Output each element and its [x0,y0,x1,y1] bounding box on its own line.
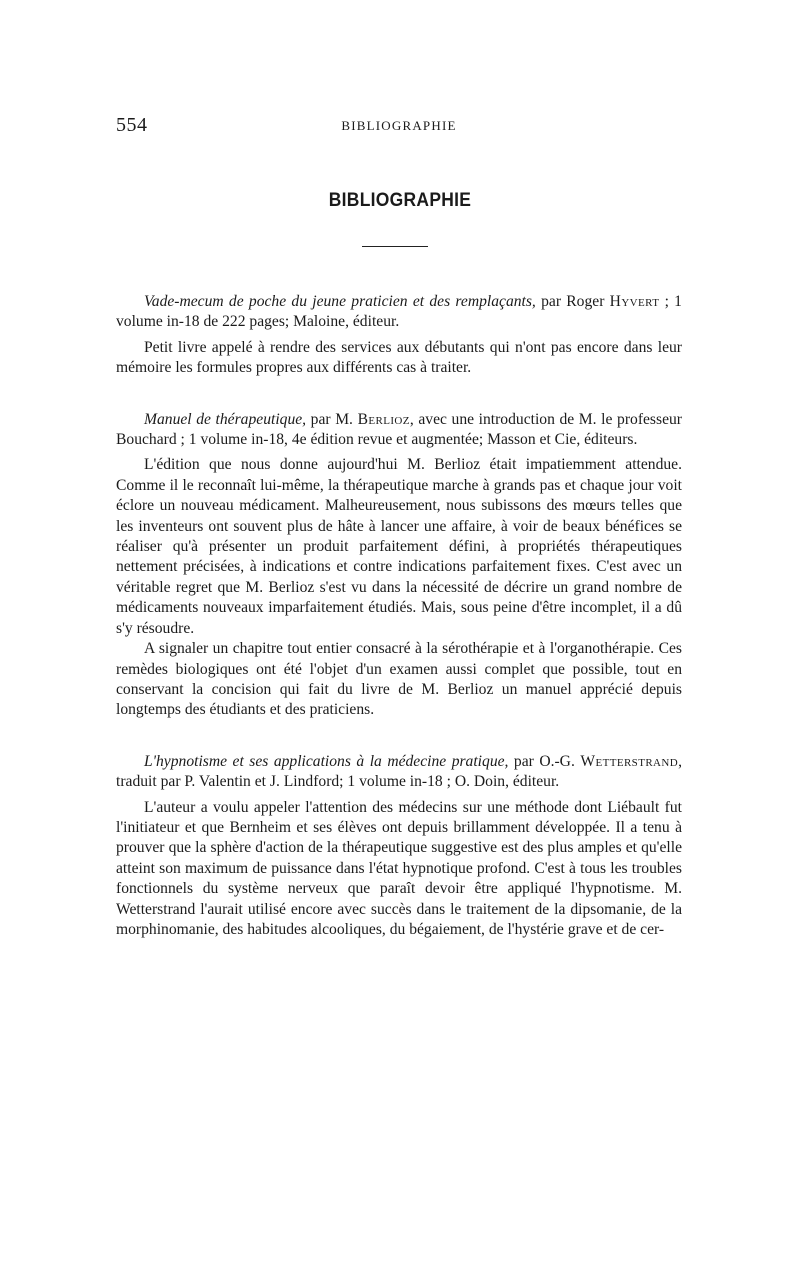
section-title: BIBLIOGRAPHIE [328,190,472,211]
work-title: Manuel de thérapeutique, [144,410,307,428]
bibliography-entry-manuel [116,410,682,721]
citation-prefix: par O.-G. [508,752,581,770]
citation [116,292,682,333]
author-name: Hyvert [609,293,660,310]
running-head [116,114,682,138]
review-paragraph: L'auteur a voulu appeler l'attention des médecins sur une méthode dont Liébault fut l'initiateur et que Bernheim et ses élèves ont depuis brillamment développée. Il a tenu à prouver que la sphère d'action de la thérapeutique suggestive est des plus amples et qu'elle atteint son maximum de puissance dans l'état hypnotique profond. C'est à tous les troubles fonctionnels du système nerveux que paraît devoir être appliqué l'hypnotisme. M. Wetterstrand l'aurait utilisé encore avec succès dans le traitement de la dipsomanie, de la morphinomanie, des habitudes alcooliques, du bégaiement, de l'hystérie grave et de cer- [116,798,682,938]
author-name: Berlioz [357,410,410,428]
running-title: BIBLIOGRAPHIE [341,118,457,133]
work-title: L'hypnotisme et ses applications à la médecine pratique, [144,752,509,770]
page-number: 554 [116,114,148,136]
citation-prefix: par M. [306,410,358,428]
work-title: Vade-mecum de poche du jeune praticien et des remplaçants, [144,293,536,310]
citation-prefix: par Roger [541,293,610,310]
author-name: Wetterstrand [580,752,679,770]
citation-details: , avec une introduction de M. le professeur Bouchard ; 1 volume in-18, 4e édition revue et augmentée; Masson et Cie, éditeurs. [116,410,682,449]
citation-details: ; 1 volume in-18 de 222 pages; Maloine, éditeur. [116,293,682,331]
title-divider [362,246,428,247]
review-paragraph: L'édition que nous donne aujourd'hui M. Berlioz était impatiemment attendue. Comme il le reconnaît lui-même, la thérapeutique marche à grands pas et chaque jour voit éclore un nouveau médicament. Malheureusement, nous subissons des mœurs telles que les inventeurs ont souvent plus de hâte à lancer une affaire, à voir de beaux bénéfices se réaliser qu'à présenter un produit parfaitement défini, à propriétés thérapeutiques nettement précisées, à indications et contre indications parfaitement fixes. C'est avec un véritable regret que M. Berlioz s'est vu dans la nécessité de décrire un grand nombre de médicaments nouveaux imparfaitement étudiés. Mais, sous peine d'être incomplet, il a dû s'y résoudre. [116,456,682,637]
bibliography-entry-hypnotisme [116,752,682,941]
citation [116,752,682,793]
citation [116,410,682,451]
bibliography-entries [116,292,682,940]
citation-details: , traduit par P. Valentin et J. Lindford; 1 volume in-18 ; O. Doin, éditeur. [116,752,682,791]
review-paragraph: Petit livre appelé à rendre des services aux débutants qui n'ont pas encore dans leur mémoire les formules propres aux différents cas à traiter. [116,338,682,377]
review-paragraph: A signaler un chapitre tout entier consacré à la sérothérapie et à l'organothérapie. Ces remèdes biologiques ont été l'objet d'un examen aussi complet que possible, tout en conservant la concision qui fait du livre de M. Berlioz un manuel apprécié depuis longtemps des étudiants et des praticiens. [116,640,682,719]
bibliography-entry-vade-mecum [116,292,682,379]
